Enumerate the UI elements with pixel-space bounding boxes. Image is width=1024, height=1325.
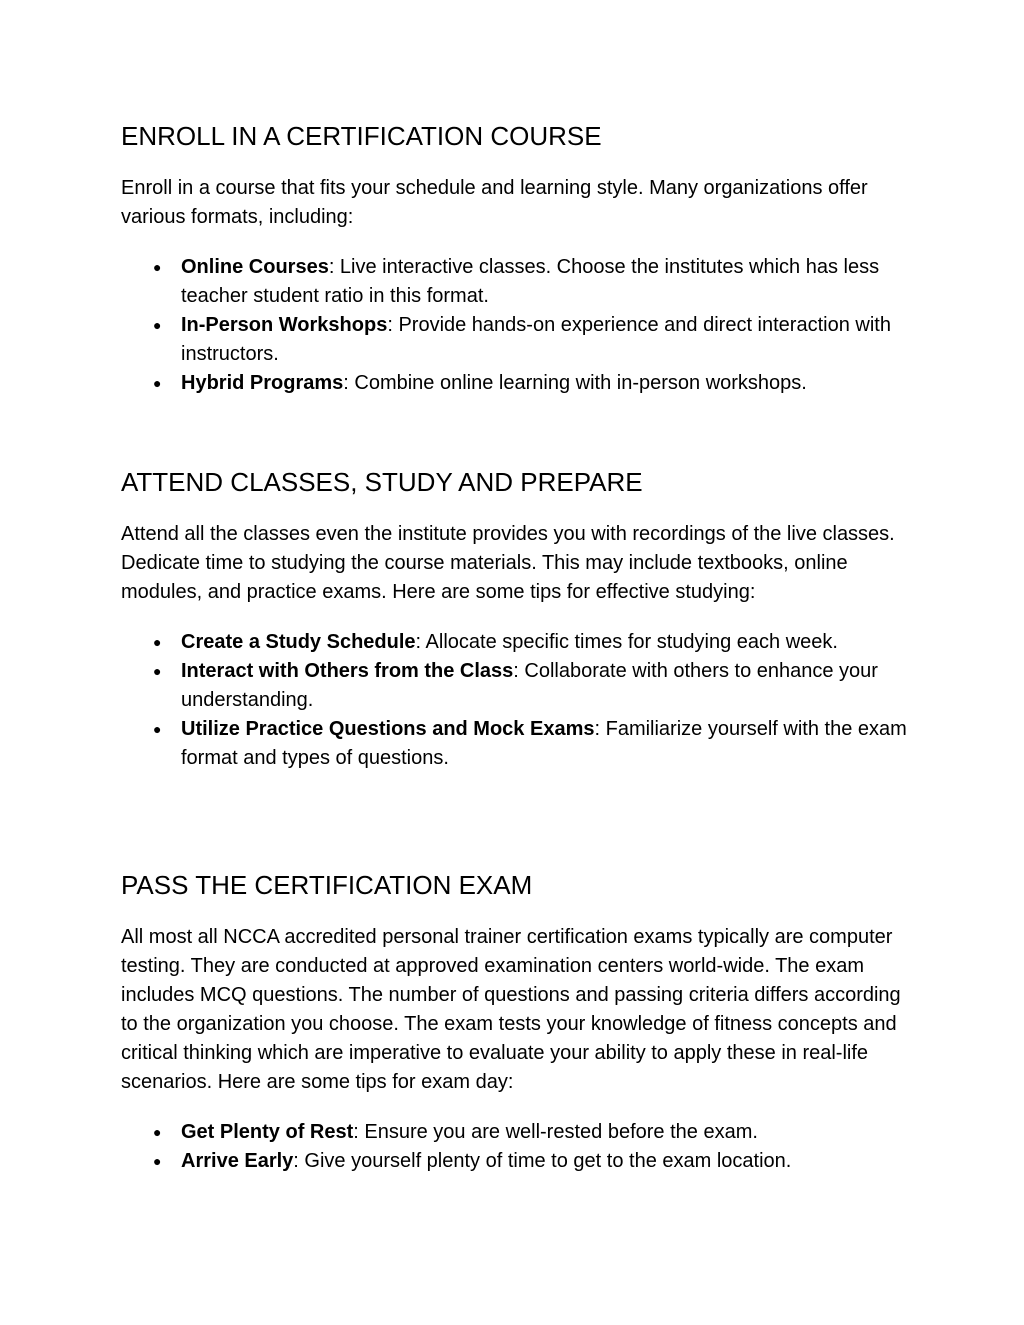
bullet-icon: ● (153, 1153, 162, 1169)
section-pass-exam (121, 869, 911, 1176)
bullet-list (121, 628, 911, 773)
list-item (121, 369, 911, 398)
list-item (121, 1118, 911, 1147)
list-item (121, 715, 911, 773)
list-item (121, 311, 911, 369)
list-item (121, 1147, 911, 1176)
bullet-term: Arrive Early (181, 1150, 294, 1172)
list-item (121, 253, 911, 311)
bullet-term: Utilize Practice Questions and Mock Exams (181, 718, 595, 740)
section-enroll (121, 120, 911, 398)
bullet-text: : Ensure you are well-rested before the exam. (353, 1121, 758, 1143)
list-item (121, 657, 911, 715)
bullet-icon: ● (153, 721, 162, 737)
bullet-term: Create a Study Schedule (181, 631, 416, 653)
bullet-icon: ● (153, 317, 162, 333)
bullet-icon: ● (153, 663, 162, 679)
section-heading: ENROLL IN A CERTIFICATION COURSE (121, 121, 602, 151)
bullet-text: : Allocate specific times for studying each week. (415, 631, 838, 653)
bullet-text: : Give yourself plenty of time to get to the exam location. (293, 1150, 792, 1172)
bullet-text: : Combine online learning with in-person workshops. (343, 372, 807, 394)
section-heading: PASS THE CERTIFICATION EXAM (121, 870, 533, 900)
bullet-text: : Live interactive classes. Choose the institutes which has less teacher student ratio in this format. (181, 256, 880, 307)
bullet-term: Hybrid Programs (181, 372, 344, 394)
bullet-text: : Provide hands-on experience and direct interaction with instructors. (181, 314, 891, 365)
bullet-list (121, 1118, 911, 1176)
section-heading: ATTEND CLASSES, STUDY AND PREPARE (121, 467, 643, 497)
bullet-text: : Collaborate with others to enhance your understanding. (181, 660, 878, 711)
bullet-term: Interact with Others from the Class (181, 660, 514, 682)
bullet-text: : Familiarize yourself with the exam format and types of questions. (181, 718, 907, 769)
bullet-icon: ● (153, 375, 162, 391)
bullet-list (121, 253, 911, 398)
bullet-icon: ● (153, 634, 162, 650)
bullet-icon: ● (153, 1124, 162, 1140)
bullet-term: Online Courses (181, 256, 329, 278)
bullet-icon: ● (153, 259, 162, 275)
section-paragraph: Attend all the classes even the institute provides you with recordings of the live classes. Dedicate time to studying the course materials. This may include textbooks, online modules, and practice exams. Here are some tips for effective studying: (121, 523, 895, 603)
list-item (121, 628, 911, 657)
bullet-term: Get Plenty of Rest (181, 1121, 354, 1143)
section-paragraph: All most all NCCA accredited personal trainer certification exams typically are computer testing. They are conducted at approved examination centers world-wide. The exam includes MCQ questions. The number of questions and passing criteria differs according to the organization you choose. The exam tests your knowledge of fitness concepts and critical thinking which are imperative to evaluate your ability to apply these in real-life scenarios. Here are some tips for exam day: (121, 926, 901, 1093)
bullet-term: In-Person Workshops (181, 314, 388, 336)
section-paragraph: Enroll in a course that fits your schedule and learning style. Many organizations offer various formats, including: (121, 177, 868, 228)
section-attend-classes (121, 466, 911, 773)
